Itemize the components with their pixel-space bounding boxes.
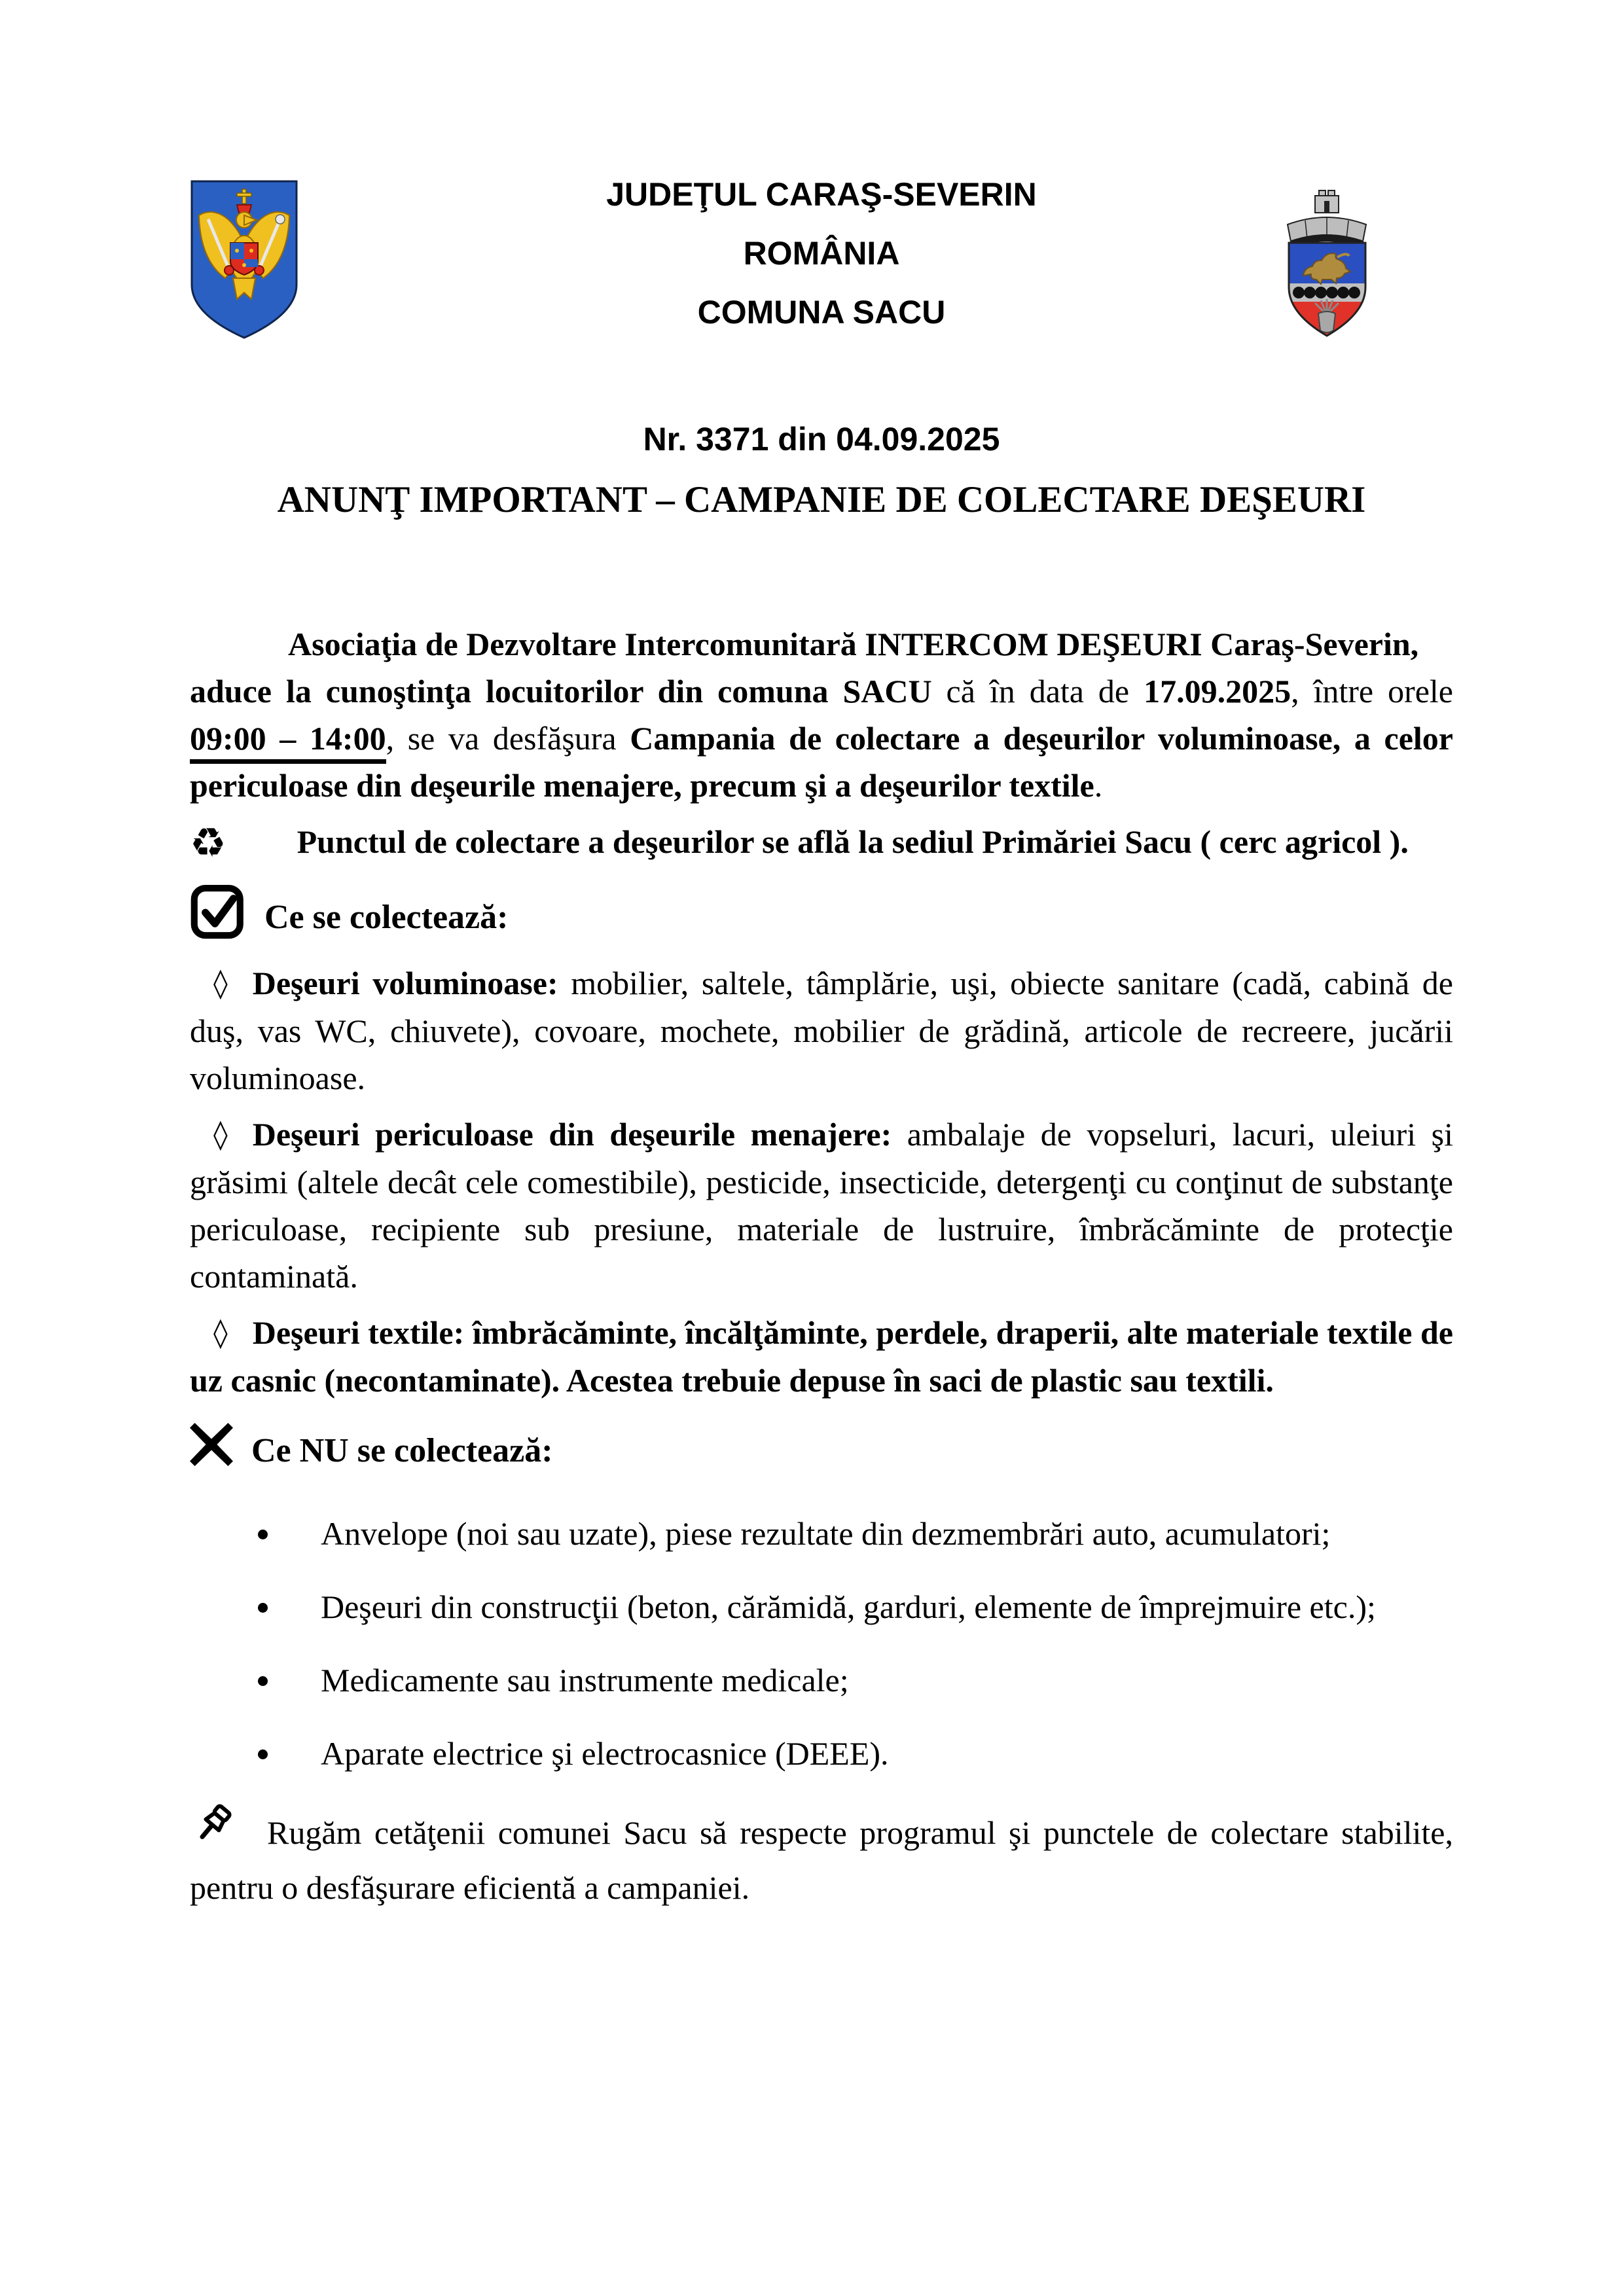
intro-association: Asociaţia de Dezvoltare Intercomunitară INTERCOM DEŞEURI Caraş-Severin, xyxy=(288,626,1419,662)
document-number: Nr. 3371 din 04.09.2025 xyxy=(643,421,1000,457)
list-item: Medicamente sau instrumente medicale; xyxy=(190,1657,1453,1704)
not-collect-list xyxy=(190,1510,1453,1777)
collect-heading: Ce se colectează: xyxy=(264,899,509,936)
diamond-bullet-icon: ◊ xyxy=(213,1118,228,1151)
collect-item-voluminoase xyxy=(190,960,1453,1102)
collect-item-text: îmbrăcăminte, încălţăminte, perdele, draperii, alte materiale textile de uz casnic (necontaminate). Acestea trebuie depuse în saci de plastic sau textili. xyxy=(190,1314,1454,1399)
page-title: ANUNŢ IMPORTANT – CAMPANIE DE COLECTARE DEŞEURI xyxy=(277,479,1366,520)
checkbox-checked-icon xyxy=(190,882,247,953)
list-item: Deşeuri din construcţii (beton, cărămidă, garduri, elemente de împrejmuire etc.); xyxy=(190,1583,1453,1630)
collect-item-label: Deşeuri textile: xyxy=(252,1314,465,1351)
diamond-bullet-icon: ◊ xyxy=(213,1316,228,1350)
header-commune: COMUNA SACU xyxy=(697,294,946,331)
collect-item-text: mobilier, saltele, tâmplărie, uşi, obiecte sanitare (cadă, cabină de duş, vas WC, chiuvete), covoare, mochete, mobilier de grădină, articole de recreere, jucării voluminoase. xyxy=(190,965,1453,1096)
document-body xyxy=(190,398,1453,1911)
not-collect-heading: Ce NU se colectează: xyxy=(251,1432,553,1469)
diamond-bullet-icon: ◊ xyxy=(213,967,228,1000)
pushpin-icon xyxy=(190,1822,238,1859)
recycle-icon: ♻ xyxy=(190,819,226,867)
collect-heading-row xyxy=(190,885,1453,950)
collect-item-text: ambalaje de vopseluri, lacuri, uleiuri şi grăsimi (altele decât cele comestibile), pesticide, insecticide, detergenţi cu conţinut de substanţe periculoase, recipiente sub presiune, materiale de lustruire, îmbrăcăminte de protecţie contaminată. xyxy=(190,1116,1454,1295)
intro-announce: aduce la cunoştinţa locuitorilor din comuna SACU xyxy=(190,673,932,709)
footer-note-paragraph xyxy=(190,1803,1453,1911)
collect-item-label: Deşeuri periculoase din deşeurile menajere: xyxy=(252,1116,892,1153)
collection-point-text: Punctul de colectare a deşeurilor se află la sediul Primăriei Sacu ( cerc agricol ). xyxy=(297,823,1409,860)
collect-item-label: Deşeuri voluminoase: xyxy=(252,965,558,1001)
campaign-date: 17.09.2025 xyxy=(1144,673,1291,709)
footer-note-text: Rugăm cetăţenii comunei Sacu să respecte programul şi punctele de colectare stabilite, pentru o desfăşurare eficientă a campaniei. xyxy=(190,1814,1453,1906)
collection-point-paragraph xyxy=(190,818,1453,867)
campaign-name: Campania de colectare a deşeurilor voluminoase, a celor periculoase din deşeurile menajere, precum şi a deşeurilor textile xyxy=(190,720,1453,804)
header-block xyxy=(190,165,1453,342)
list-item: Aparate electrice şi electrocasnice (DEEE). xyxy=(190,1730,1453,1777)
header-county: JUDEŢUL CARAŞ-SEVERIN xyxy=(606,176,1037,213)
intro-paragraph: Asociaţia de Dezvoltare Intercomunitară INTERCOM DEŞEURI Caraş-Severin, aduce la cunoştinţa locuitorilor din comuna SACU că în data de 17.09.2025, între orele 09:00 – 14:00, se va desfăşura Campania de colectare a deşeurilor voluminoase, a celor periculoase din deşeurile menajere, precum şi a deşeurilor textile. xyxy=(190,626,1453,804)
list-item: Anvelope (noi sau uzate), piese rezultate din dezmembrări auto, acumulatori; xyxy=(190,1510,1453,1557)
collect-item-periculoase xyxy=(190,1111,1453,1300)
campaign-hours: 09:00 – 14:00 xyxy=(190,720,386,764)
collect-item-textile xyxy=(190,1309,1453,1404)
not-collect-heading-row xyxy=(190,1420,1453,1482)
header-country: ROMÂNIA xyxy=(743,235,900,272)
x-mark-icon xyxy=(190,1423,233,1479)
